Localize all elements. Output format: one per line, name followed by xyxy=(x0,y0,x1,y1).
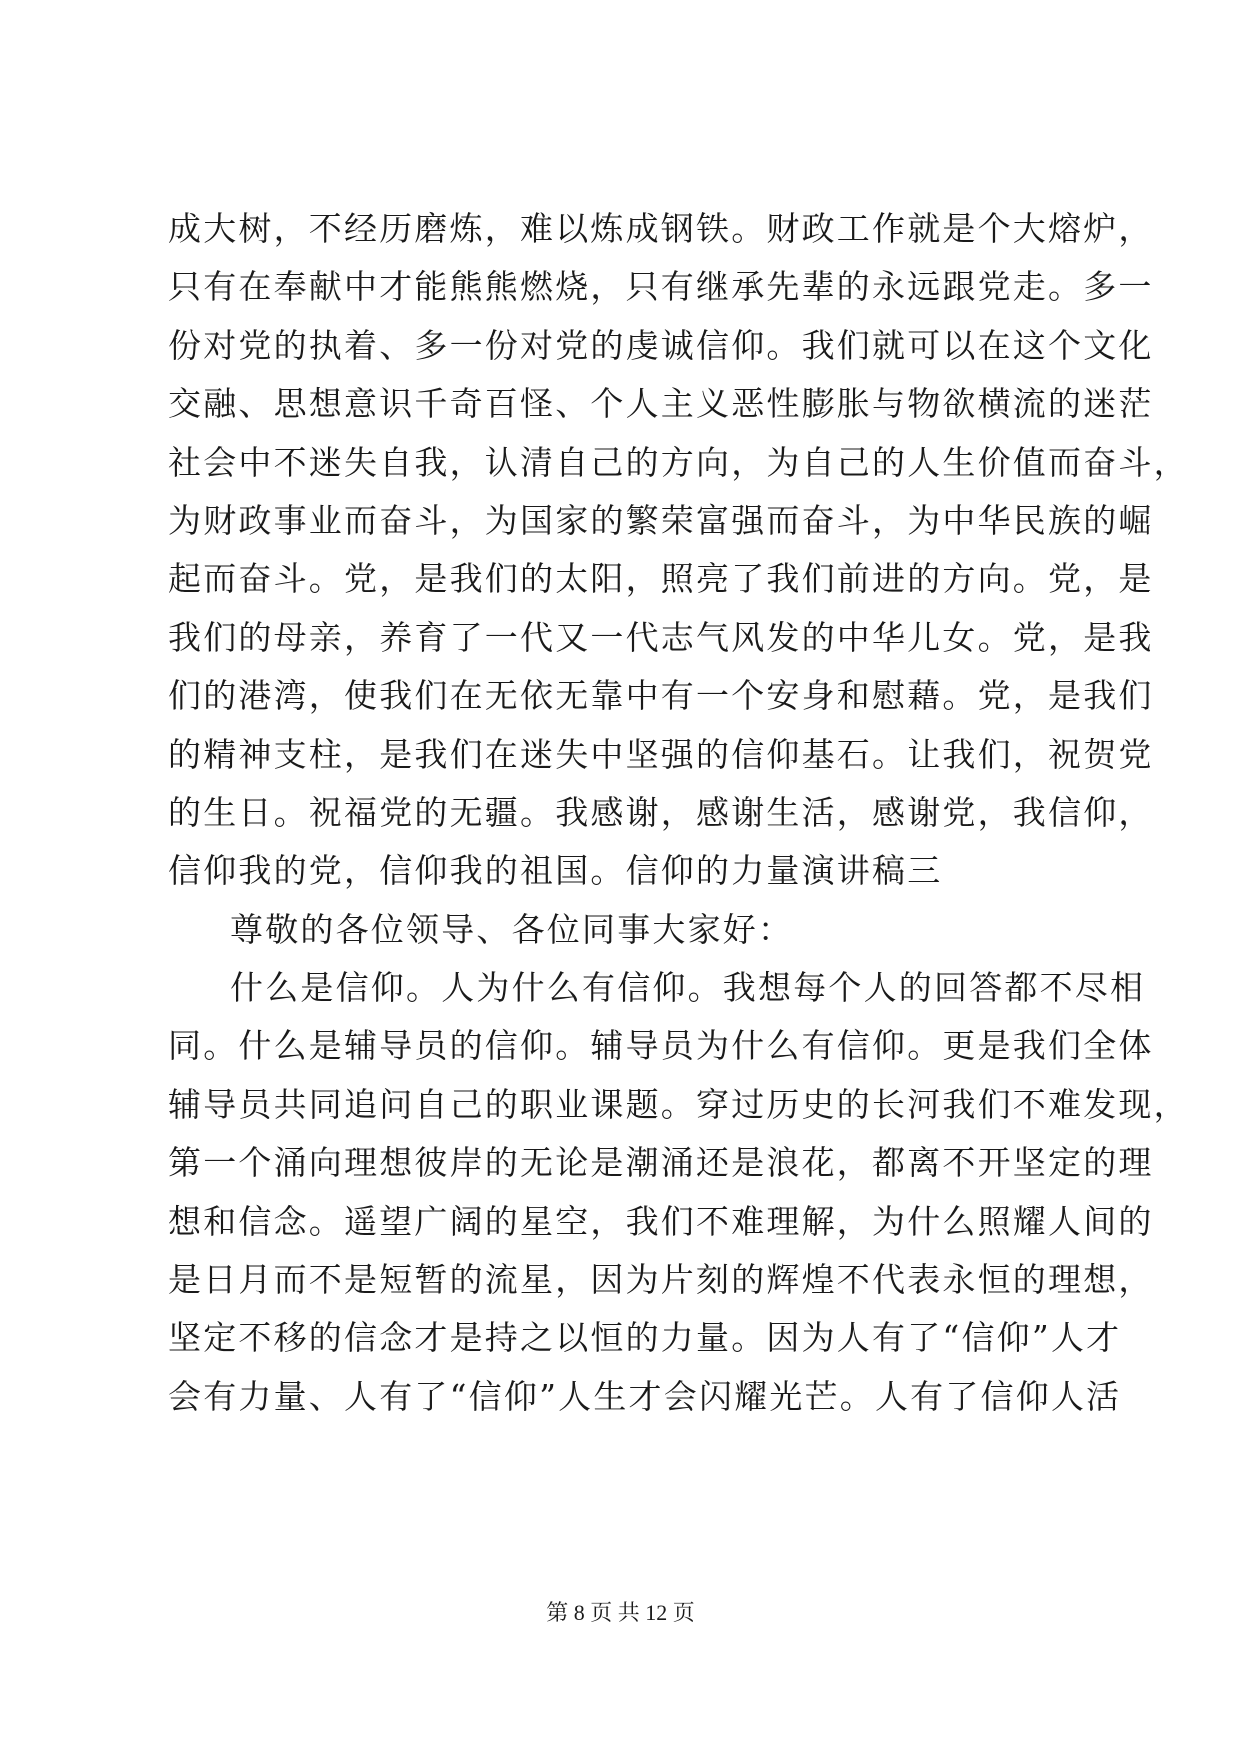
text-line: 们的港湾，使我们在无依无靠中有一个安身和慰藉。党，是我们 xyxy=(168,676,1154,716)
text-line: 信仰我的党，信仰我的祖国。信仰的力量演讲稿三 xyxy=(168,851,943,891)
text-line: 是日月而不是短暂的流星，因为片刻的辉煌不代表永恒的理想， xyxy=(168,1260,1154,1300)
page-number-footer: 第 8 页 共 12 页 xyxy=(546,1600,695,1625)
text-line: 社会中不迷失自我，认清自己的方向，为自己的人生价值而奋斗， xyxy=(168,442,1189,482)
text-line: 我们的母亲，养育了一代又一代志气风发的中华儿女。党，是我 xyxy=(168,617,1154,657)
text-line: 为财政事业而奋斗，为国家的繁荣富强而奋斗，为中华民族的崛 xyxy=(168,500,1154,540)
text-line: 的生日。祝福党的无疆。我感谢，感谢生活，感谢党，我信仰， xyxy=(168,792,1154,832)
text-line: 份对党的执着、多一份对党的虔诚信仰。我们就可以在这个文化 xyxy=(168,325,1154,365)
paragraph-first-line: 什么是信仰。人为什么有信仰。我想每个人的回答都不尽相 xyxy=(230,968,1146,1008)
text-line: 同。什么是辅导员的信仰。辅导员为什么有信仰。更是我们全体 xyxy=(168,1026,1154,1066)
text-line: 的精神支柱，是我们在迷失中坚强的信仰基石。让我们，祝贺党 xyxy=(168,734,1154,774)
text-line: 交融、思想意识千奇百怪、个人主义恶性膨胀与物欲横流的迷茫 xyxy=(168,384,1154,424)
body-text xyxy=(168,200,1189,1426)
salutation-line: 尊敬的各位领导、各位同事大家好： xyxy=(230,909,794,949)
text-line: 想和信念。遥望广阔的星空，我们不难理解，为什么照耀人间的 xyxy=(168,1201,1154,1241)
text-line: 起而奋斗。党，是我们的太阳，照亮了我们前进的方向。党，是 xyxy=(168,559,1154,599)
text-line: 第一个涌向理想彼岸的无论是潮涌还是浪花，都离不开坚定的理 xyxy=(168,1143,1154,1183)
text-line: 会有力量、人有了“信仰”人生才会闪耀光芒。人有了信仰人活 xyxy=(168,1376,1122,1416)
text-line: 坚定不移的信念才是持之以恒的力量。因为人有了“信仰”人才 xyxy=(168,1318,1122,1358)
text-line: 成大树，不经历磨炼，难以炼成钢铁。财政工作就是个大熔炉， xyxy=(168,209,1154,248)
text-line: 辅导员共同追问自己的职业课题。穿过历史的长河我们不难发现， xyxy=(168,1084,1189,1124)
text-line: 只有在奉献中才能熊熊燃烧，只有继承先辈的永远跟党走。多一 xyxy=(168,267,1154,307)
